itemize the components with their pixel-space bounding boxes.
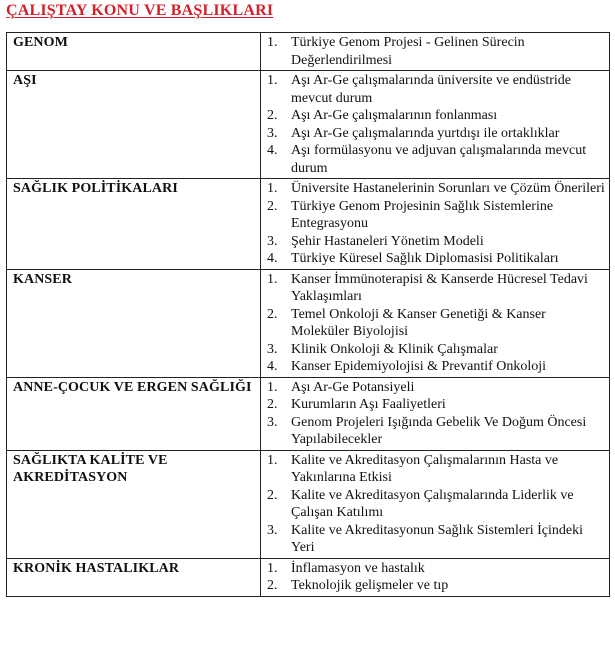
category-cell: SAĞLIK POLİTİKALARI: [7, 179, 261, 270]
list-item-text: Aşı formülasyonu ve adjuvan çalışmalarında mevcut durum: [291, 143, 587, 176]
table-row: [7, 450, 610, 558]
topics-table: [6, 32, 610, 597]
topic-list-cell: [261, 71, 610, 179]
category-cell: AŞI: [7, 71, 261, 179]
list-item: [263, 487, 607, 522]
list-item-text: Şehir Hastaneleri Yönetim Modeli: [291, 233, 484, 249]
list-item-number: 3.: [267, 233, 278, 249]
category-cell: ANNE-ÇOCUK VE ERGEN SAĞLIĞI: [7, 377, 261, 450]
list-item: [263, 34, 607, 69]
list-item-text: Türkiye Genom Projesi - Gelinen Sürecin Değerlendirilmesi: [291, 35, 525, 68]
category-cell: KANSER: [7, 269, 261, 377]
table-row: [7, 558, 610, 596]
list-item: [263, 522, 607, 557]
category-cell: KRONİK HASTALIKLAR: [7, 558, 261, 596]
list-item-number: 2.: [267, 306, 278, 322]
list-item-number: 1.: [267, 452, 278, 468]
list-item-number: 4.: [267, 143, 278, 158]
topic-list-cell: [261, 558, 610, 596]
list-item-number: 4.: [267, 359, 278, 374]
list-item-text: Kanser Epidemiyolojisi & Prevantif Onkoloji: [291, 359, 547, 374]
list-item: [263, 396, 607, 414]
list-item-number: 3.: [267, 522, 278, 538]
topic-list-cell: [261, 33, 610, 71]
list-item-text: Temel Onkoloji & Kanser Genetiği & Kanser Moleküler Biyolojisi: [291, 306, 546, 339]
list-item-text: Kanser İmmünoterapisi & Kanserde Hücresel Tedavi Yaklaşımları: [291, 271, 588, 304]
list-item-number: 3.: [267, 341, 278, 357]
list-item-text: Aşı Ar-Ge çalışmalarının fonlanması: [291, 108, 498, 123]
list-item-number: 1.: [267, 35, 278, 50]
list-item-number: 2.: [267, 397, 278, 412]
list-item-number: 4.: [267, 251, 278, 266]
list-item-text: Türkiye Genom Projesinin Sağlık Sistemlerine Entegrasyonu: [291, 198, 554, 231]
list-item: [263, 271, 607, 306]
list-item-text: Aşı Ar-Ge Potansiyeli: [291, 379, 415, 395]
list-item: [263, 452, 607, 487]
list-item-text: Kalite ve Akreditasyon Çalışmalarında Liderlik ve Çalışan Katılımı: [291, 487, 574, 520]
list-item-number: 2.: [267, 198, 278, 214]
topic-list-cell: [261, 179, 610, 270]
table-row: [7, 377, 610, 450]
list-item: [263, 142, 607, 177]
list-item-number: 1.: [267, 379, 278, 395]
list-item-number: 1.: [267, 560, 278, 576]
list-item-text: Aşı Ar-Ge çalışmalarında yurtdışı ile ortaklıklar: [291, 125, 560, 141]
list-item-number: 1.: [267, 73, 278, 88]
category-cell: GENOM: [7, 33, 261, 71]
list-item: [263, 72, 607, 107]
table-row: [7, 269, 610, 377]
page-title: ÇALIŞTAY KONU VE BAŞLIKLARI: [6, 2, 274, 19]
list-item-number: 2.: [267, 487, 278, 503]
list-item-text: İnflamasyon ve hastalık: [291, 560, 425, 576]
list-item-text: Türkiye Küresel Sağlık Diplomasisi Politikaları: [291, 251, 559, 266]
list-item-number: 1.: [267, 181, 278, 196]
topic-list-cell: [261, 450, 610, 558]
topics-table-body: [7, 33, 610, 597]
list-item: [263, 125, 607, 143]
list-item-text: Kalite ve Akreditasyon Çalışmalarının Hasta ve Yakınlarına Etkisi: [291, 452, 559, 485]
table-row: [7, 33, 610, 71]
list-item: [263, 358, 607, 376]
list-item: [263, 180, 607, 198]
list-item-text: Aşı Ar-Ge çalışmalarında üniversite ve endüstride mevcut durum: [291, 73, 572, 106]
category-cell: SAĞLIKTA KALİTE VE AKREDİTASYON: [7, 450, 261, 558]
list-item-text: Üniversite Hastanelerinin Sorunları ve Çözüm Önerileri: [291, 181, 605, 196]
list-item-text: Teknolojik gelişmeler ve tıp: [291, 578, 449, 593]
list-item-number: 3.: [267, 125, 278, 141]
list-item-text: Genom Projeleri Işığında Gebelik Ve Doğum Öncesi Yapılabilecekler: [291, 414, 587, 447]
list-item-number: 2.: [267, 108, 278, 123]
table-row: [7, 179, 610, 270]
table-row: [7, 71, 610, 179]
list-item: [263, 107, 607, 125]
topic-list-cell: [261, 269, 610, 377]
list-item: [263, 250, 607, 268]
list-item: [263, 306, 607, 341]
topic-list-cell: [261, 377, 610, 450]
list-item: [263, 233, 607, 251]
list-item-text: Kalite ve Akreditasyonun Sağlık Sistemleri İçindeki Yeri: [291, 522, 583, 555]
list-item: [263, 577, 607, 595]
list-item-number: 1.: [267, 271, 278, 287]
list-item: [263, 198, 607, 233]
list-item: [263, 341, 607, 359]
list-item-text: Klinik Onkoloji & Klinik Çalışmalar: [291, 341, 498, 357]
list-item-number: 3.: [267, 414, 278, 430]
list-item-number: 2.: [267, 578, 278, 593]
list-item: [263, 379, 607, 397]
list-item-text: Kurumların Aşı Faaliyetleri: [291, 397, 446, 412]
list-item: [263, 560, 607, 578]
list-item: [263, 414, 607, 449]
